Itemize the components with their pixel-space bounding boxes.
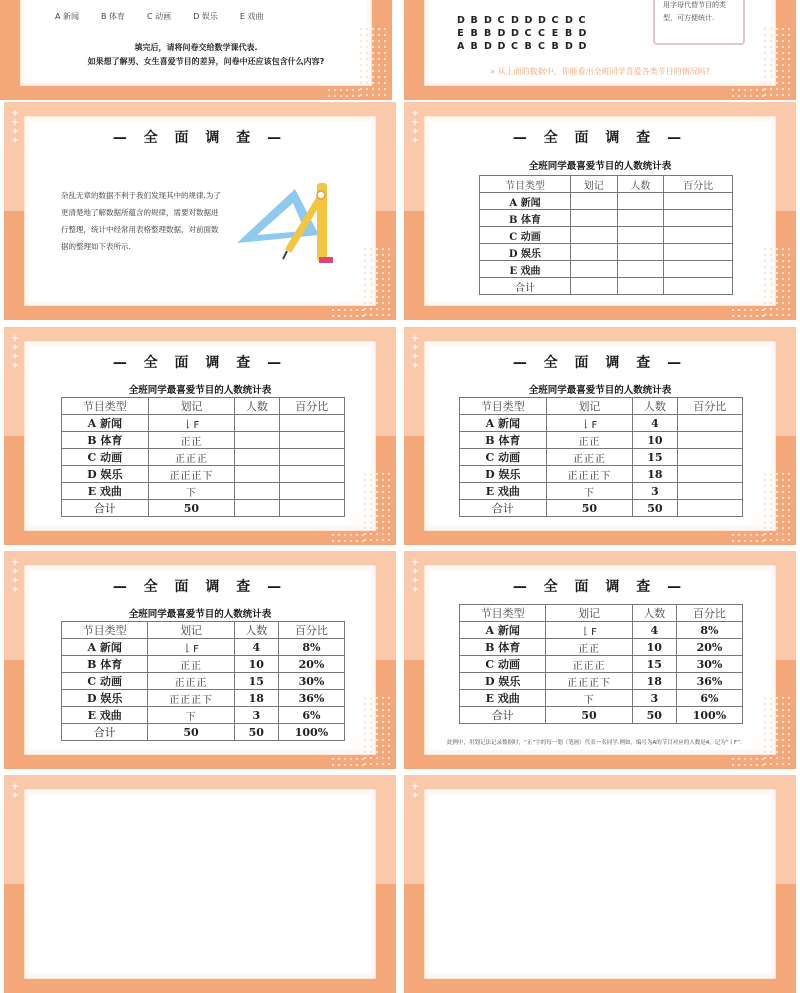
type-cell: A 新闻 (62, 639, 148, 656)
slide-empty-table (404, 102, 796, 320)
header-cell: 人数 (632, 605, 676, 622)
letter: E (551, 28, 559, 39)
letter: B (470, 41, 478, 52)
letters-row (457, 15, 586, 28)
type-cell: 合计 (62, 724, 148, 741)
type-cell: A 新闻 (460, 622, 546, 639)
option-c: C 动画 (147, 12, 172, 21)
percent-cell: 6% (278, 707, 344, 724)
type-cell: 合计 (460, 707, 546, 724)
tally-total-cell: 50 (148, 724, 234, 741)
count-cell: 3 (633, 483, 677, 500)
letter: C (538, 28, 545, 39)
table-row (460, 639, 743, 656)
slide-content (424, 116, 776, 306)
count-cell: 15 (632, 656, 676, 673)
dot-pattern (762, 246, 790, 316)
dot-pattern (330, 756, 366, 766)
table-caption: 全班同学最喜爱节目的人数统计表 (528, 161, 672, 172)
type-cell: C 动画 (460, 449, 547, 466)
letter: D (511, 15, 519, 26)
tally-cell: 下 (546, 690, 632, 707)
slide-raw-data (404, 0, 796, 100)
type-cell: B 体育 (62, 432, 149, 449)
header-cell: 节目类型 (460, 398, 547, 415)
table-caption: 全班同学最喜爱节目的人数统计表 (128, 385, 272, 396)
count-cell: 10 (234, 656, 278, 673)
count-cell: 10 (632, 639, 676, 656)
letter: C (497, 15, 505, 26)
note-line: 型，可方便统计. (663, 14, 715, 22)
table-header-row (62, 622, 345, 639)
letter: D (497, 41, 506, 52)
tally-cell: 𠄌F (148, 415, 235, 432)
percent-cell: 30% (278, 673, 344, 690)
header-cell: 百分比 (278, 622, 344, 639)
letter: D (484, 41, 492, 52)
tally-cell: 正正正下 (148, 466, 235, 483)
table-row (62, 449, 345, 466)
option-b: B 体育 (101, 12, 126, 21)
count-cell: 4 (633, 415, 677, 432)
type-cell: E 戏曲 (62, 707, 148, 724)
table-row (460, 690, 743, 707)
letter: B (470, 15, 478, 26)
letter: D (524, 15, 533, 26)
table-row (480, 227, 733, 244)
type-cell: C 动画 (460, 656, 546, 673)
slide-title: — 全 面 调 查 — (512, 355, 688, 371)
letter: D (538, 15, 546, 26)
type-cell: E 戏曲 (480, 261, 571, 278)
count-total-cell: 50 (632, 707, 676, 724)
type-cell: 合计 (480, 278, 571, 295)
tally-cell: 正正正 (546, 449, 633, 466)
data-question: » 从上面的数据中，你能看出全班同学喜爱各类节目的情况吗? (490, 67, 710, 76)
table-row (480, 261, 733, 278)
percent-cell: 20% (676, 639, 742, 656)
table-total-row (62, 500, 345, 517)
header-cell: 划记 (546, 398, 633, 415)
tally-cell: 正正 (546, 432, 633, 449)
letter: D (578, 28, 587, 39)
letter: C (511, 41, 518, 52)
header-cell: 百分比 (676, 605, 742, 622)
dot-pattern (730, 532, 766, 542)
plus-decoration: + + (11, 782, 19, 801)
tally-cell: 下 (148, 707, 234, 724)
table-header-row (62, 398, 345, 415)
header-cell: 划记 (148, 622, 234, 639)
option-a: A 新闻 (55, 12, 80, 21)
type-cell: A 新闻 (480, 193, 571, 210)
slide-table-with-note (404, 551, 796, 769)
type-cell: B 体育 (62, 656, 148, 673)
table-row (480, 210, 733, 227)
type-cell: B 体育 (460, 432, 547, 449)
intro-paragraph: 杂乱无章的数据不利于我们发现其中的规律.为了更清楚地了解数据所蕴含的规律，需要对数据进行整理，统计中经常用表格整理数据，对前面数据的整理如下表所示. (61, 191, 221, 251)
letters-row (457, 28, 586, 41)
option-d: D 娱乐 (193, 12, 218, 21)
header-cell: 节目类型 (62, 398, 149, 415)
options-row (55, 11, 264, 22)
table-total-row (460, 707, 743, 724)
tally-cell: 𠄌F (148, 639, 234, 656)
table-row (480, 193, 733, 210)
slide-content (24, 789, 376, 979)
percent-total-cell: 100% (676, 707, 742, 724)
count-cell: 15 (234, 673, 278, 690)
letter: B (565, 28, 573, 39)
slide-tally-table (4, 327, 396, 545)
tally-cell: 下 (148, 483, 235, 500)
count-cell: 18 (632, 673, 676, 690)
stats-table (459, 397, 743, 517)
type-cell: C 动画 (62, 449, 149, 466)
percent-cell: 30% (676, 656, 742, 673)
table-row (62, 415, 345, 432)
letter: B (470, 28, 478, 39)
dot-pattern (362, 695, 390, 765)
count-cell: 10 (633, 432, 677, 449)
table-row (460, 483, 743, 500)
slide-title: — 全 面 调 查 — (112, 355, 288, 371)
letter: A (457, 41, 465, 52)
type-cell: D 娱乐 (62, 690, 148, 707)
dot-pattern (326, 87, 362, 97)
percent-total-cell: 100% (278, 724, 344, 741)
plus-decoration: + + + + (411, 558, 419, 595)
note-line: 用字母代替节目的类 (663, 1, 726, 9)
option-e: E 戏曲 (239, 12, 264, 21)
count-cell: 3 (632, 690, 676, 707)
letters-row (457, 41, 586, 54)
percent-cell: 36% (278, 690, 344, 707)
plus-decoration: + + + + (11, 109, 19, 146)
slide-content (24, 341, 376, 531)
letter: B (484, 28, 492, 39)
tally-total-cell: 50 (546, 707, 632, 724)
count-cell: 4 (234, 639, 278, 656)
percent-cell: 36% (676, 673, 742, 690)
tally-cell: 正正正 (546, 656, 632, 673)
tally-explanation: 此例中，用划记法记录数据时，“正”字的每一划（笔画）代表一名同学.例如，编号为A的节目对应的人数是4，记为“𠄌F”. (447, 740, 742, 746)
slide-questionnaire (0, 0, 392, 100)
letter: C (524, 28, 532, 39)
dot-pattern (362, 246, 390, 316)
table-header-row (480, 176, 733, 193)
dot-pattern (730, 756, 766, 766)
slide-title: — 全 面 调 查 — (112, 130, 288, 146)
letter: D (578, 41, 587, 52)
table-row (460, 656, 743, 673)
table-caption: 全班同学最喜爱节目的人数统计表 (128, 609, 272, 620)
stats-table (61, 621, 345, 741)
type-cell: B 体育 (460, 639, 546, 656)
letter: E (457, 28, 464, 39)
count-total-cell: 50 (633, 500, 677, 517)
slide-count-table (404, 327, 796, 545)
type-cell: C 动画 (62, 673, 148, 690)
submit-instruction: 填完后，请将问卷交给数学课代表. (134, 43, 258, 52)
letter: C (538, 41, 545, 52)
type-cell: E 戏曲 (460, 690, 546, 707)
type-cell: D 娱乐 (460, 673, 546, 690)
tally-cell: 正正正 (148, 449, 235, 466)
letter: B (551, 41, 559, 52)
letter: C (551, 15, 559, 26)
slide-content (24, 116, 376, 306)
letters-grid (457, 15, 586, 54)
percent-cell: 8% (676, 622, 742, 639)
dot-pattern (762, 26, 790, 96)
type-cell: D 娱乐 (62, 466, 149, 483)
header-cell: 人数 (617, 176, 664, 193)
table-row (62, 432, 345, 449)
percent-cell: 6% (676, 690, 742, 707)
table-row (460, 449, 743, 466)
tally-total-cell: 50 (546, 500, 633, 517)
tally-cell: 下 (546, 483, 633, 500)
stats-table (61, 397, 345, 517)
table-header-row (460, 605, 743, 622)
type-cell: C 动画 (480, 227, 571, 244)
table-total-row (62, 724, 345, 741)
count-total-cell: 50 (234, 724, 278, 741)
percent-cell: 8% (278, 639, 344, 656)
slide-title: — 全 面 调 查 — (512, 130, 688, 146)
slide-content (424, 789, 776, 979)
table-row (62, 656, 345, 673)
tally-cell: 正正 (148, 656, 234, 673)
follow-up-question: 如果想了解男、女生喜爱节目的差异，问卷中还应该包含什么内容? (87, 57, 325, 66)
table-row (460, 466, 743, 483)
stats-table (479, 175, 733, 295)
count-cell: 18 (234, 690, 278, 707)
header-cell: 百分比 (677, 398, 742, 415)
letter: D (484, 15, 492, 26)
slide-next-right (404, 775, 796, 993)
count-cell: 4 (632, 622, 676, 639)
type-cell: 合计 (460, 500, 547, 517)
tally-cell: 正正正下 (148, 690, 234, 707)
table-row (460, 622, 743, 639)
dot-pattern (362, 471, 390, 541)
table-row (62, 466, 345, 483)
count-cell: 18 (633, 466, 677, 483)
letter: D (565, 41, 573, 52)
letter: D (497, 28, 506, 39)
table-row (62, 673, 345, 690)
type-cell: E 戏曲 (460, 483, 547, 500)
table-row (460, 432, 743, 449)
letter: D (511, 28, 519, 39)
table-total-row (480, 278, 733, 295)
header-cell: 节目类型 (460, 605, 546, 622)
table-caption: 全班同学最喜爱节目的人数统计表 (528, 385, 672, 396)
slide-content (20, 0, 372, 86)
slide-full-table (4, 551, 396, 769)
type-cell: 合计 (62, 500, 149, 517)
dot-pattern (730, 307, 766, 317)
count-cell: 15 (633, 449, 677, 466)
table-row (460, 673, 743, 690)
slide-content (24, 565, 376, 755)
header-cell: 人数 (633, 398, 677, 415)
header-cell: 百分比 (664, 176, 733, 193)
plus-decoration: + + + + (11, 558, 19, 595)
dot-pattern (762, 695, 790, 765)
dot-pattern (730, 87, 766, 97)
slide-intro (4, 102, 396, 320)
tally-cell: 𠄌F (546, 622, 632, 639)
table-row (480, 244, 733, 261)
header-cell: 划记 (148, 398, 235, 415)
table-row (460, 415, 743, 432)
slide-content (424, 565, 776, 755)
header-cell: 百分比 (279, 398, 344, 415)
percent-cell: 20% (278, 656, 344, 673)
slide-content (424, 0, 776, 86)
plus-decoration: + + (411, 782, 419, 801)
header-cell: 划记 (570, 176, 617, 193)
letter: C (578, 15, 586, 26)
type-cell: A 新闻 (460, 415, 547, 432)
plus-decoration: + + + + (411, 334, 419, 371)
slide-title: — 全 面 调 查 — (512, 579, 688, 595)
tally-cell: 𠄌F (546, 415, 633, 432)
header-cell: 节目类型 (480, 176, 571, 193)
type-cell: D 娱乐 (460, 466, 547, 483)
type-cell: B 体育 (480, 210, 571, 227)
tally-cell: 正正 (148, 432, 235, 449)
letter: B (524, 41, 532, 52)
slide-title: — 全 面 调 查 — (112, 579, 288, 595)
header-cell: 划记 (546, 605, 632, 622)
tally-cell: 正正正下 (546, 466, 633, 483)
type-cell: D 娱乐 (480, 244, 571, 261)
header-cell: 人数 (235, 398, 279, 415)
type-cell: A 新闻 (62, 415, 149, 432)
table-total-row (460, 500, 743, 517)
tally-cell: 正正正 (148, 673, 234, 690)
header-cell: 节目类型 (62, 622, 148, 639)
slide-next-left (4, 775, 396, 993)
note-box (653, 0, 745, 45)
dot-pattern (330, 307, 366, 317)
letter: D (457, 15, 465, 26)
table-header-row (460, 398, 743, 415)
count-cell: 3 (234, 707, 278, 724)
table-row (62, 707, 345, 724)
table-row (62, 690, 345, 707)
table-row (62, 639, 345, 656)
type-cell: E 戏曲 (62, 483, 149, 500)
plus-decoration: + + + + (411, 109, 419, 146)
dot-pattern (762, 471, 790, 541)
plus-decoration: + + + + (11, 334, 19, 371)
dot-pattern (358, 26, 386, 96)
slide-content (424, 341, 776, 531)
header-cell: 人数 (234, 622, 278, 639)
tally-cell: 正正正下 (546, 673, 632, 690)
tally-cell: 正正 (546, 639, 632, 656)
stats-table (459, 604, 743, 724)
table-row (62, 483, 345, 500)
compass-triangle-icon (235, 179, 345, 271)
tally-total-cell: 50 (148, 500, 235, 517)
letter: D (565, 15, 573, 26)
dot-pattern (330, 532, 366, 542)
